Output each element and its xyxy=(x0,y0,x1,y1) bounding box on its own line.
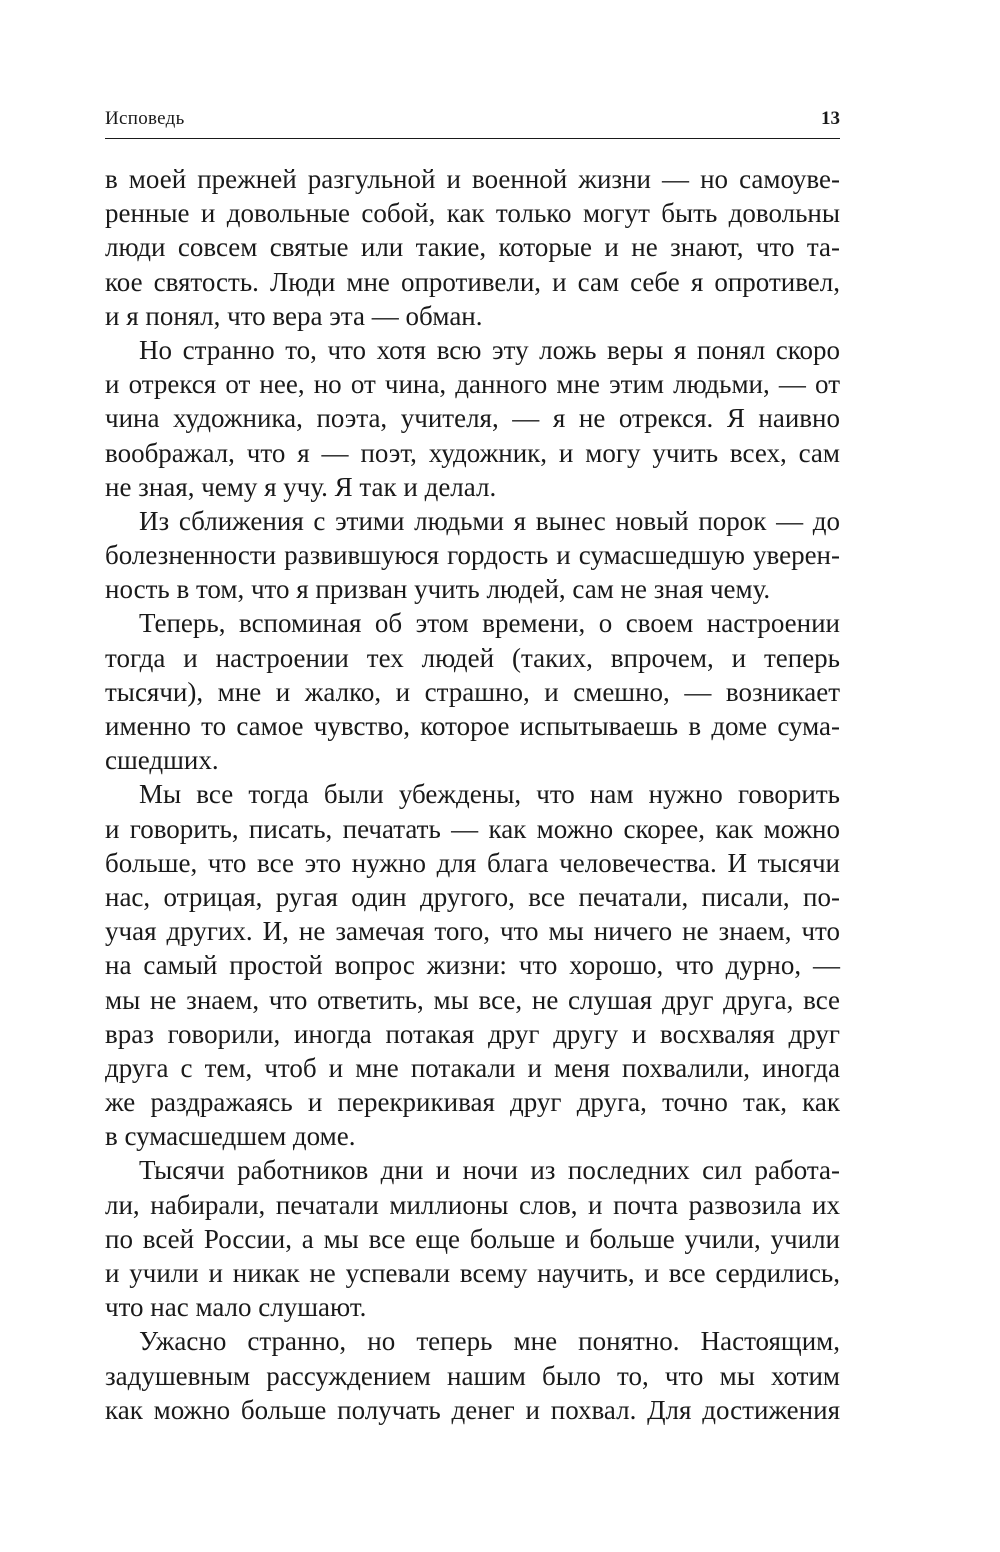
text-line: Из сближения с этими людьми я вынес новый порок — до xyxy=(139,505,840,536)
text-line: именно то самое чувство, которое испытываешь в доме сума- xyxy=(105,711,840,741)
text-line: и говорить, писать, печатать — как можно скорее, как можно xyxy=(105,813,840,844)
text-line: и отрекся от нее, но от чина, данного мне этим людьми, — от xyxy=(105,369,840,400)
text-line: ность в том, что я призван учить людей, сам не зная чему. xyxy=(105,574,771,605)
text-line: Теперь, вспоминая об этом времени, о своем настроении xyxy=(139,608,840,639)
text-line: Ужасно странно, но теперь мне понятно. Настоящим, xyxy=(139,1326,840,1357)
text-line: сшедших. xyxy=(105,745,219,776)
text-line: на самый простой вопрос жизни: что хорошо, что дурно, — xyxy=(105,950,840,981)
running-title: Исповедь xyxy=(105,108,185,129)
text-line: как можно больше получать денег и похвал. Для достижения xyxy=(105,1394,840,1425)
text-line: задушевным рассуждением нашим было то, что мы хотим xyxy=(105,1360,840,1391)
text-line: болезненности развившуюся гордость и сумасшедшую уверен- xyxy=(105,540,840,571)
text-line: в сумасшедшем доме. xyxy=(105,1121,356,1152)
text-line: не зная, чему я учу. Я так и делал. xyxy=(105,471,497,502)
text-line: Мы все тогда были убеждены, что нам нужно говорить xyxy=(139,779,840,810)
text-line: по всей России, а мы все еще больше и больше учили, учили xyxy=(105,1223,840,1254)
text-line: Но странно то, что хотя всю эту ложь веры я понял скоро xyxy=(139,334,840,365)
text-line: кое святость. Люди мне опротивели, и сам себе я опротивел, xyxy=(105,266,840,297)
text-line: больше, что все это нужно для блага человечества. И тысячи xyxy=(105,847,840,878)
page-number: 13 xyxy=(821,108,840,129)
running-header xyxy=(105,104,840,139)
text-line: Тысячи работников дни и ночи из последних сил работа- xyxy=(139,1155,840,1186)
text-line: мы не знаем, что ответить, мы все, не слушая друг друга, все xyxy=(105,984,840,1015)
text-line: что нас мало слушают. xyxy=(105,1292,367,1323)
text-line: враз говорили, иногда потакая друг другу и восхваляя друг xyxy=(105,1018,840,1049)
text-line: и учили и никак не успевали всему научить, и все сердились, xyxy=(105,1258,840,1288)
body-text xyxy=(105,162,840,1427)
text-line: ренные и довольные собой, как только могут быть довольны xyxy=(105,198,840,229)
text-line: люди совсем святые или такие, которые и не знают, что та- xyxy=(105,232,840,263)
text-line: ли, набирали, печатали миллионы слов, и почта развозила их xyxy=(105,1189,840,1220)
text-line: в моей прежней разгульной и военной жизни — но самоуве- xyxy=(105,164,840,194)
text-line: учая других. И, не замечая того, что мы ничего не знаем, что xyxy=(105,916,840,947)
text-line: же раздражаясь и перекрикивая друг друга, точно так, как xyxy=(105,1087,840,1118)
text-line: воображал, что я — поэт, художник, и могу учить всех, сам xyxy=(105,437,840,468)
text-line: нас, отрицая, ругая один другого, все печатали, писали, по- xyxy=(105,881,840,912)
text-line: чина художника, поэта, учителя, — я не отрекся. Я наивно xyxy=(105,403,840,434)
text-line: и я понял, что вера эта — обман. xyxy=(105,300,483,331)
text-line: тысячи), мне и жалко, и страшно, и смешно, — возникает xyxy=(105,676,840,707)
text-line: тогда и настроении тех людей (таких, впрочем, и теперь xyxy=(105,642,840,673)
text-line: друга с тем, чтоб и мне потакали и меня похвалили, иногда xyxy=(105,1052,840,1083)
